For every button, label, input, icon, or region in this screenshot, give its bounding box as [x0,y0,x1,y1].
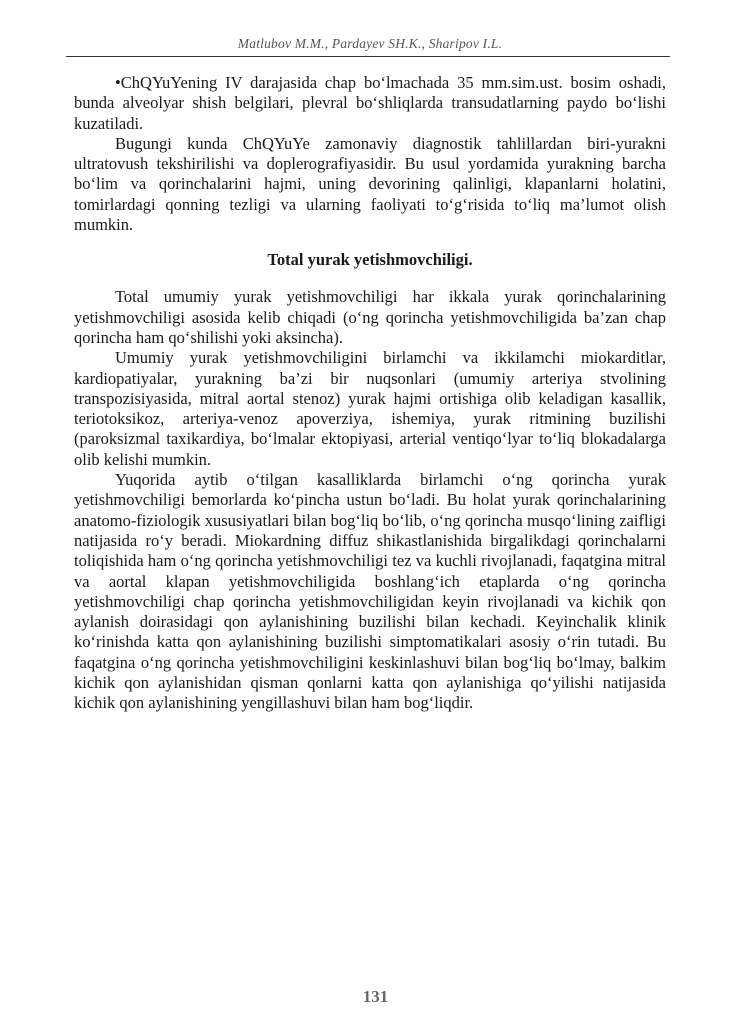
running-header: Matlubov M.M., Pardayev SH.K., Sharipov I.L. [237,36,503,51]
paragraph-5: Yuqorida aytib o‘tilgan kasalliklarda birlamchi o‘ng qorincha yurak yetishmovchiligi bemorlarda ko‘pincha ustun bo‘ladi. Bu holat yurak qorinchalarining anatomo-fiziologik xususiyatlari bilan bog‘liq bo‘lib, o‘ng qorincha musqo‘lining zaifligi natijasida ro‘y beradi. Miokardning diffuz shikastlanishida birgalikdagi qorinchalarni toliqishida ham o‘ng qorincha yetishmovchiligi tez va kuchli rivojlanadi, faqatgina mitral va aortal klapan yetishmovchiligida boshlang‘ich etaplarda o‘ng qorincha yetishmovchiligi chap qorincha yetishmovchiligidan keyin rivojlanadi va kichik qon aylanish doirasidagi qon aylanishining buzilishi bilan kechadi. Keyinchalik klinik ko‘rinishda katta qon aylanishining buzilishi simptomatikalari asosiy o‘rin tutadi. Bu faqatgina o‘ng qorincha yetishmovchiligini keskinlashuvi bilan bog‘liq bo‘lmay, balkim kichik qon aylanishidan qisman qonlarni katta qon aylanishiga qo‘yilishi natijasida kichik qon aylanishining yengillashuvi bilan ham bog‘liqdir. [74,470,666,713]
paragraph-2: Bugungi kunda ChQYuYe zamonaviy diagnostik tahlillardan biri-yurakni ultratovush tekshirilishi va doplerografiyasidir. Bu usul yordamida yurakning barcha bo‘lim va qorinchalarini hajmi, uning devorining qalinligi, klapanlarni holatini, tomirlardagi qonning tezligi va ularning faoliyati to‘g‘risida to‘liq ma’lumot olish mumkin. [74,133,666,235]
header-rule [66,56,670,57]
paragraph-3: Total umumiy yurak yetishmovchiligi har ikkala yurak qorinchalarining yetishmovchiligi asosida kelib chiqadi (o‘ng qorincha yetishmovchiligida ba’zan chap qorincha ham qo‘shilishi yoki aksincha). [74,287,666,347]
page-number: 131 [362,987,389,1006]
paragraph-1: •ChQYuYening IV darajasida chap bo‘lmachada 35 mm.sim.ust. bosim oshadi, bunda alveolyar shish belgilari, plevral bo‘shliqlarda transudatlarning paydo bo‘lishi kuzatiladi. [74,73,666,133]
body-text [74,73,666,714]
paragraph-4: Umumiy yurak yetishmovchiligini birlamchi va ikkilamchi miokarditlar, kardiopatiyalar, yurakning ba’zi bir nuqsonlari (umumiy arteriya stvolining transpozisiyasida, mitral aortal stenoz) yurak hajmi ortishiga olib keladigan kasallik, teriotoksikoz, arteriya-venoz apoverziya, ishemiya, yurak ritmining buzilishi (paroksizmal taxikardiya, bo‘lmalar ektopiyasi, arterial ventiqo‘lyar to‘liq blokadalarga olib kelishi mumkin. [74,348,666,469]
section-heading: Total yurak yetishmovchiligi. [267,250,473,270]
